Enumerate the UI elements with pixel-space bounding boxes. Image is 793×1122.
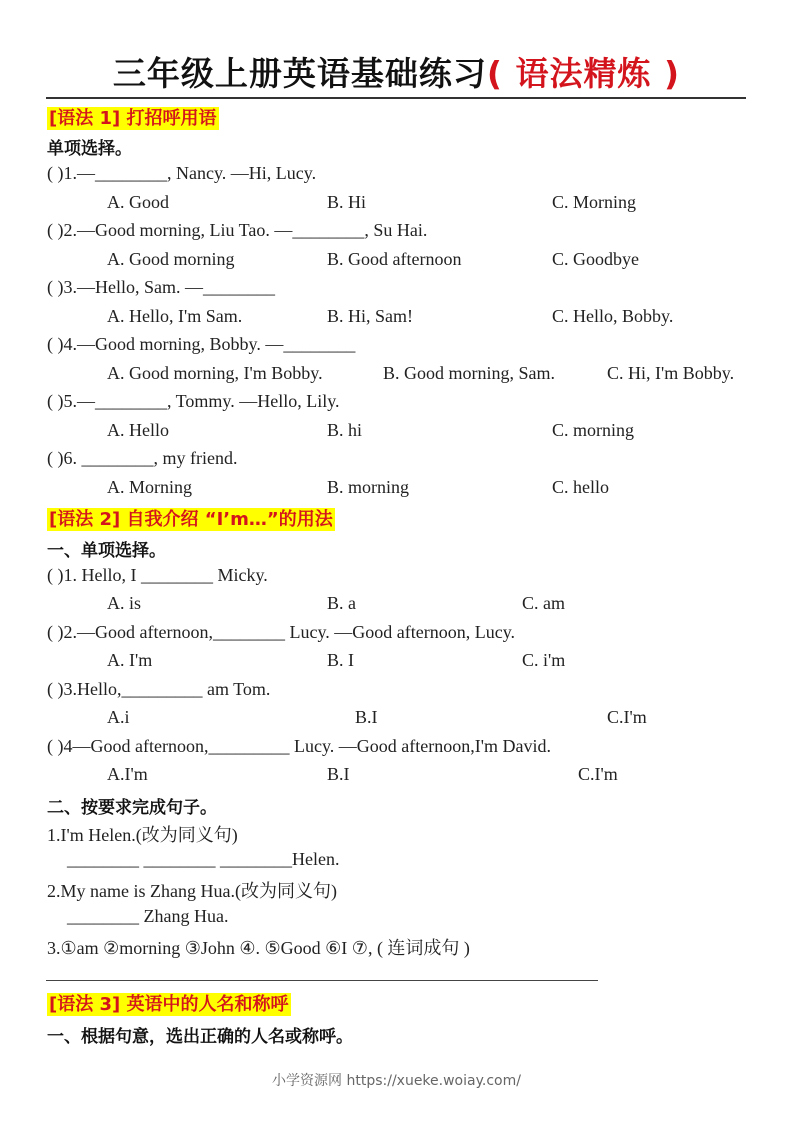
s2-task-1: 1.I'm Helen.(改为同义句) <box>47 825 238 845</box>
s2-q4-option-b: B.I <box>327 764 350 784</box>
footer-watermark: 小学资源网 https://xueke.woiay.com/ <box>272 1073 521 1089</box>
s1-q3-option-c: C. Hello, Bobby. <box>552 306 674 326</box>
s1-q5-option-a: A. Hello <box>107 420 169 440</box>
s1-q1-stem: ( )1.—________, Nancy. —Hi, Lucy. <box>47 163 317 183</box>
s2-q3-option-c: C.I'm <box>607 707 647 727</box>
s2-q1-option-a: A. is <box>107 593 142 613</box>
s2-q2-option-b: B. I <box>327 650 354 670</box>
title-main: 三年级上册英语基础练习 <box>112 54 487 93</box>
s2-task-2: 2.My name is Zhang Hua.(改为同义句) <box>47 881 337 901</box>
s1-q2-stem: ( )2.—Good morning, Liu Tao. —________, Su Hai. <box>47 220 428 240</box>
s2-q2-stem: ( )2.—Good afternoon,________ Lucy. —Good afternoon, Lucy. <box>47 622 516 642</box>
s1-q3-option-b: B. Hi, Sam! <box>327 306 414 326</box>
section-2-heading: [语法 2] 自我介绍 “I’m…”的用法 <box>49 509 333 530</box>
section-1-instruction: 单项选择。 <box>47 139 132 159</box>
s2-q2-option-c: C. i'm <box>522 650 566 670</box>
s2-task-3: 3.①am ②morning ③John ④. ⑤Good ⑥I ⑦, ( 连词成句 ) <box>47 938 470 958</box>
s1-q5-stem: ( )5.—________, Tommy. —Hello, Lily. <box>47 391 340 411</box>
s1-q6-option-c: C. hello <box>552 477 609 497</box>
s2-q3-option-b: B.I <box>355 707 378 727</box>
s2-q1-stem: ( )1. Hello, I ________ Micky. <box>47 565 268 585</box>
s1-q5-option-c: C. morning <box>552 420 635 440</box>
s2-q4-option-c: C.I'm <box>578 764 618 784</box>
s1-q1-option-c: C. Morning <box>552 192 637 212</box>
s2-q1-option-b: B. a <box>327 593 356 613</box>
s1-q3-option-a: A. Hello, I'm Sam. <box>107 306 243 326</box>
section-3-part1: 一、根据句意，选出正确的人名或称呼。 <box>47 1027 353 1047</box>
s1-q2-option-c: C. Goodbye <box>552 249 639 269</box>
s2-q3-stem: ( )3.Hello,_________ am Tom. <box>47 679 271 699</box>
s1-q5-option-b: B. hi <box>327 420 363 440</box>
answer-rule <box>46 980 598 981</box>
s2-q3-option-a: A.i <box>107 707 130 727</box>
section-2-part1: 一、单项选择。 <box>47 541 166 561</box>
s1-q1-option-a: A. Good <box>107 192 169 212</box>
s2-q2-option-a: A. I'm <box>107 650 153 670</box>
s1-q2-option-b: B. Good afternoon <box>327 249 462 269</box>
s1-q3-stem: ( )3.—Hello, Sam. —________ <box>47 277 275 297</box>
section-2-part2: 二、按要求完成句子。 <box>47 798 217 818</box>
section-3-heading: [语法 3] 英语中的人名和称呼 <box>49 994 289 1015</box>
s1-q4-option-a: A. Good morning, I'm Bobby. <box>107 363 323 383</box>
s2-task-2-answer-line: ________ Zhang Hua. <box>67 906 229 926</box>
s1-q4-stem: ( )4.—Good morning, Bobby. —________ <box>47 334 356 354</box>
s1-q4-option-c: C. Hi, I'm Bobby. <box>607 363 735 383</box>
s2-q1-option-c: C. am <box>522 593 565 613</box>
s2-q4-option-a: A.I'm <box>107 764 148 784</box>
s1-q2-option-a: A. Good morning <box>107 249 235 269</box>
s2-task-1-answer-line: ________ ________ ________Helen. <box>67 849 340 869</box>
s1-q4-option-b: B. Good morning, Sam. <box>383 363 556 383</box>
s1-q6-option-b: B. morning <box>327 477 410 497</box>
s1-q6-stem: ( )6. ________, my friend. <box>47 448 238 468</box>
s1-q1-option-b: B. Hi <box>327 192 367 212</box>
page-title <box>0 48 793 95</box>
title-divider <box>46 97 746 99</box>
section-1-heading: [语法 1] 打招呼用语 <box>49 108 217 129</box>
title-sub: ( 语法精炼 ) <box>486 54 681 93</box>
s1-q6-option-a: A. Morning <box>107 477 192 497</box>
s2-q4-stem: ( )4—Good afternoon,_________ Lucy. —Good afternoon,I'm David. <box>47 736 551 756</box>
